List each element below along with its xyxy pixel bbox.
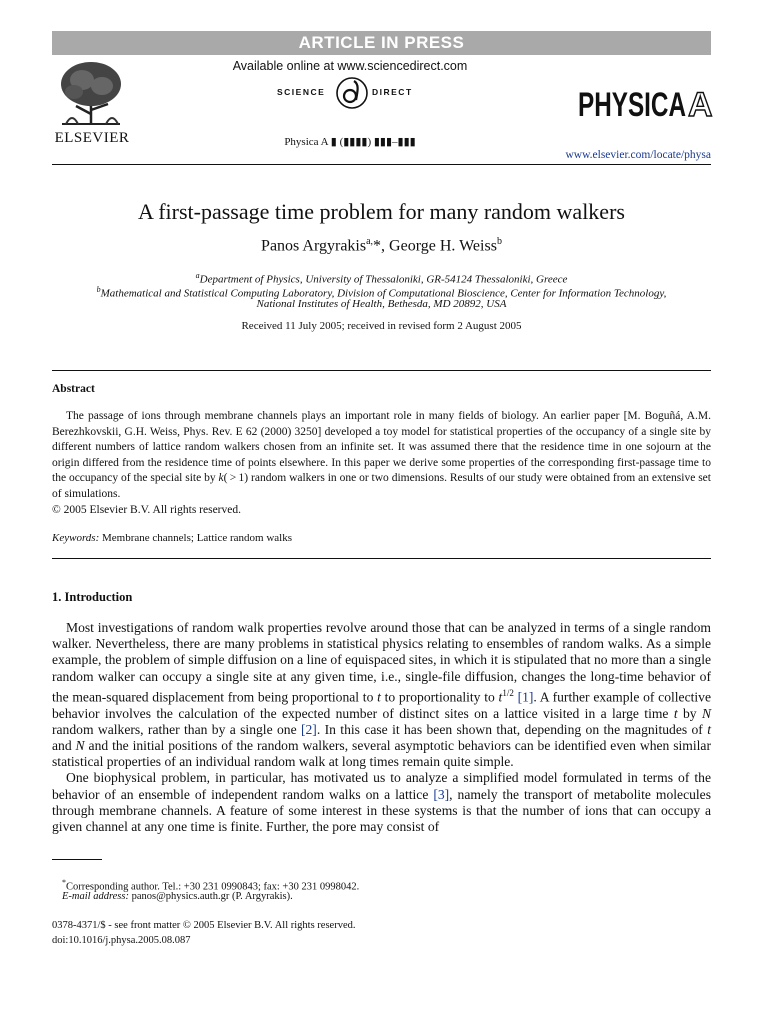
author-line	[52, 236, 711, 255]
abstract-paragraph	[52, 409, 711, 503]
affil-a-marker: a	[195, 271, 200, 280]
footnote-rule	[52, 859, 102, 860]
abstract-copyright: © 2005 Elsevier B.V. All rights reserved.	[52, 503, 241, 516]
footnote-star: *	[62, 878, 66, 887]
p2-text-a: One biophysical problem, in particular, has motivated us to analyze a simplified model formulated in terms of the behavior of an ensemble of independent random walks on a lattice	[52, 770, 711, 802]
p1-text-a: Most investigations of random walk properties revolve around those that can be analyzed in terms of a single random walker. Nevertheless, there are many problems in statistical physics relating to ensembles of random walks. As a simple example, the problem of simple diffusion on a line of equispaced sites, in which it is stipulated that no more than a single random walker can occupy a single site at any given time, i.e., single-file diffusion, changes the long-time behavior of the mean-squared displacement from being proportional to	[52, 620, 711, 705]
author-1: Panos Argyrakis	[261, 237, 367, 255]
journal-reference: Physica A ▮ (▮▮▮▮) ▮▮▮–▮▮▮	[284, 136, 416, 148]
affiliation-b-line2: National Institutes of Health, Bethesda, MD 20892, USA	[256, 298, 507, 310]
doi-line[interactable]: doi:10.1016/j.physa.2005.08.087	[52, 935, 191, 946]
email-label: E-mail address:	[62, 891, 129, 902]
p1-var-t3: t	[673, 705, 678, 721]
sciencedirect-d-icon	[334, 76, 370, 110]
affil-a-text: Department of Physics, University of Thessaloniki, GR-54124 Thessaloniki, Greece	[199, 273, 568, 286]
p1-var-n2: N	[75, 737, 85, 753]
citation-link-2[interactable]: [2]	[300, 721, 317, 737]
article-title: A first-passage time problem for many random walkers	[138, 199, 625, 224]
p1-exponent: 1/2	[502, 687, 514, 698]
corresponding-star[interactable]: *	[373, 237, 382, 255]
abstract-k-var: k	[218, 472, 224, 485]
author-1-affil-sup: a,	[366, 236, 374, 247]
abstract-bottom-rule	[52, 558, 711, 559]
p1-text-b: to proportionality to	[380, 689, 499, 705]
sd-science-text: SCIENCE	[277, 87, 326, 97]
abstract-text-1: The passage of ions through membrane channels plays an important role in many fields of biology. An earlier paper [M. Boguñá, A.M. Berezhkovskii, G.H. Weiss, Phys. Rev. E 62 (2000) 3250] developed a toy model for statistical properties of the occupancy of a single site by different numbers of lattice random walkers chosen from an infinite set. It was assumed there that the residence time in one sojourn at the origin differed from the residence time of points elsewhere. In this paper we derive some properties of the corresponding first-passage time to the occupancy of the special site by	[52, 410, 711, 485]
p1-var-t2: t	[498, 689, 503, 705]
footnote-corresponding-text: Corresponding author. Tel.: +30 231 0990843; fax: +30 231 0998042.	[66, 881, 360, 893]
affil-b-marker: b	[96, 285, 101, 294]
author-2: , George H. Weiss	[381, 237, 497, 255]
received-dates: Received 11 July 2005; received in revised form 2 August 2005	[241, 320, 522, 332]
author-2-affil-sup: b	[496, 236, 502, 247]
abstract-body	[52, 409, 711, 518]
email-footnote	[62, 890, 293, 903]
intro-paragraph-1	[52, 620, 711, 770]
physica-a-logo	[578, 84, 714, 124]
keywords-line	[52, 532, 292, 544]
header-rule	[52, 164, 711, 165]
section-heading-introduction: 1. Introduction	[52, 590, 133, 604]
abstract-top-rule	[52, 370, 711, 371]
p1-var-n1: N	[701, 705, 712, 721]
citation-link-1[interactable]: [1]	[517, 689, 534, 705]
affil-b-text-1: Mathematical and Statistical Computing Laboratory, Division of Computational Bioscience, Center for Information Technology,	[100, 287, 667, 300]
keywords-text: Membrane channels; Lattice random walks	[102, 532, 293, 544]
citation-link-3[interactable]: [3]	[433, 786, 450, 802]
publisher-name: ELSEVIER	[54, 130, 130, 146]
sciencedirect-logo	[270, 76, 440, 110]
p1-var-t1: t	[377, 689, 381, 705]
p1-text-c: . A further example of collective behavior involves the calculation of the expected number of distinct sites on a lattice visited in a large time	[52, 689, 711, 721]
physica-logo-letter: A	[688, 86, 713, 124]
p2-text-b: , namely the transport of metabolite molecules through membrane channels. A feature of some interest in these systems is that the number of ions that can occupy a given channel at any one time is finite. Further, the pore may consist of	[52, 786, 712, 834]
issn-line: 0378-4371/$ - see front matter © 2005 Elsevier B.V. All rights reserved.	[52, 920, 356, 931]
p1-text-d: by	[677, 705, 702, 721]
abstract-heading: Abstract	[52, 383, 95, 395]
available-online-text: Available online at www.sciencedirect.com	[232, 59, 468, 73]
introduction-body	[52, 620, 711, 835]
p1-text-g: and	[52, 737, 76, 753]
physica-logo-word: PHYSICA	[578, 86, 686, 124]
abstract-text-2: ( > 1) random walkers in one or two dimensions. Results of our study were obtained from an extensive set of simulations.	[52, 472, 711, 500]
intro-paragraph-2	[52, 770, 711, 835]
keywords-label: Keywords:	[52, 532, 100, 544]
p1-text-h: and the initial positions of the random walkers, several asymptotic behaviors can be identified even when similar statistical properties of an individual random walk at long times remain quite simple.	[52, 737, 711, 770]
p1-text-f: . In this case it has been shown that, depending on the magnitudes of	[316, 721, 708, 737]
journal-url-link[interactable]: www.elsevier.com/locate/physa	[565, 149, 711, 161]
sd-direct-text: DIRECT	[372, 87, 413, 97]
p1-text-e: random walkers, rather than by a single one	[52, 721, 301, 737]
p1-var-t4: t	[707, 721, 711, 737]
article-in-press-banner: ARTICLE IN PRESS	[52, 31, 711, 55]
email-address[interactable]: panos@physics.auth.gr (P. Argyrakis).	[128, 891, 293, 902]
